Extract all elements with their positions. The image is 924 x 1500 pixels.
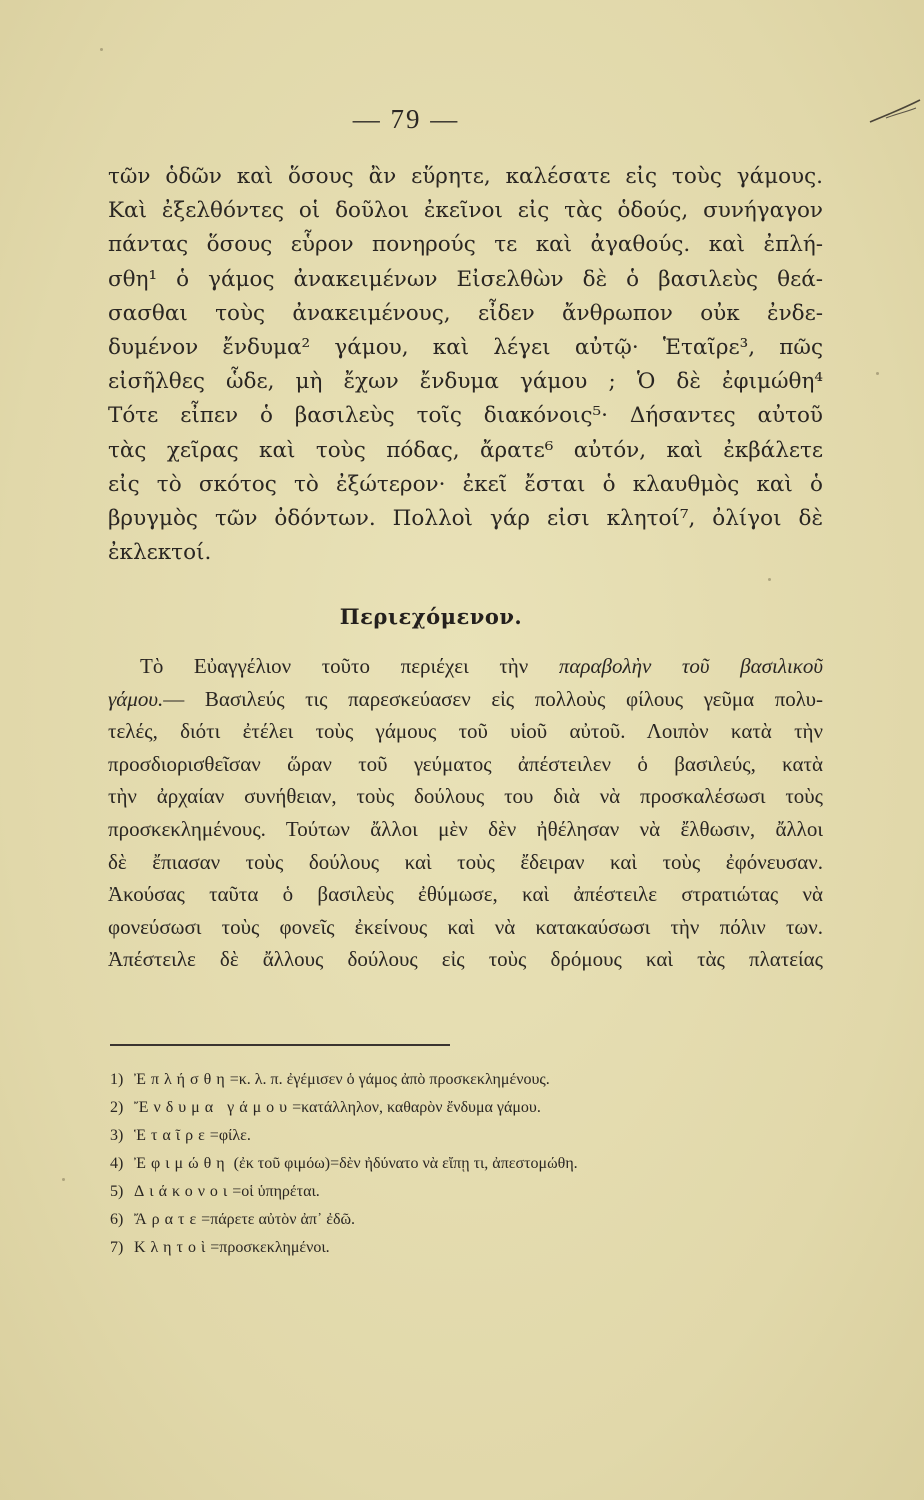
footnote-term: Ἄρατε — [134, 1211, 202, 1228]
summary-intro-italic: παραβολὴν τοῦ βασιλικοῦ — [558, 654, 823, 678]
summary-line: προσκεκλημένους. Τούτων ἄλλοι μὲν δὲν ἠθέλησαν νὰ ἔλθωσιν, ἄλλοι — [108, 816, 823, 841]
section-heading: Περιεχόμενον. — [339, 604, 523, 629]
summary-line: δὲ ἔπιασαν τοὺς δούλους καὶ τοὺς ἔδειραν καὶ τοὺς ἐφόνευσαν. — [108, 849, 823, 874]
summary-line: προσδιορισθεῖσαν ὥραν τοῦ γεύματος ἀπέστειλεν ὁ βασιλεύς, κατὰ — [108, 751, 823, 776]
main-line: τὰς χεῖρας καὶ τοὺς πόδας, ἄρατε⁶ αὐτόν, καὶ ἐκβάλετε — [108, 437, 823, 463]
footnote-term: Διάκονοι — [134, 1183, 233, 1200]
paper-speck — [62, 1178, 65, 1181]
paper-speck — [100, 48, 103, 51]
main-line: ἐκλεκτοί. — [108, 540, 212, 566]
summary-line: τὴν ἀρχαίαν συνήθειαν, τοὺς δούλους του διὰ νὰ προσκαλέσωσι τοὺς — [108, 784, 823, 809]
paper-speck — [876, 372, 879, 375]
main-line: εἰσῆλθες ὧδε, μὴ ἔχων ἔνδυμα γάμου ; Ὁ δὲ ἐφιμώθη⁴ — [108, 369, 823, 395]
summary-second-italic: γάμου. — [108, 686, 164, 711]
footnote — [110, 1122, 830, 1150]
footnote — [110, 1094, 830, 1122]
footnote-text: =οἱ ὑπηρέται. — [232, 1183, 320, 1200]
footnote — [110, 1178, 830, 1206]
footnote — [110, 1206, 830, 1234]
footnote-text: (ἐκ τοῦ φιμόω)=δὲν ἠδύνατο νὰ εἴπῃ τι, ἀπεστομώθη. — [229, 1155, 578, 1172]
summary-line — [108, 683, 823, 716]
footnote-number: 7) — [110, 1239, 124, 1256]
footnote-number: 1) — [110, 1071, 124, 1088]
paper-speck — [768, 578, 771, 581]
footnote-text: =κ. λ. π. ἐγέμισεν ὁ γάμος ἀπὸ προσκεκλημένους. — [229, 1071, 550, 1088]
summary-line: Ἀκούσας ταῦτα ὁ βασιλεὺς ἐθύμωσε, καὶ ἀπέστειλε στρατιώτας νὰ — [108, 882, 823, 907]
footnote-divider — [110, 1044, 450, 1046]
pencil-mark — [866, 96, 922, 128]
main-line: πάντας ὅσους εὗρον πονηρούς τε καὶ ἀγαθούς. καὶ ἐπλή- — [108, 232, 823, 258]
footnote-term: Κλητοὶ — [134, 1239, 211, 1256]
summary-text — [108, 650, 823, 976]
summary-line: τελές, διότι ἐτέλει τοὺς γάμους τοῦ υἱοῦ αὐτοῦ. Λοιπὸν κατὰ τὴν — [108, 719, 823, 744]
summary-line: φονεύσωσι τοὺς φονεῖς ἐκείνους καὶ νὰ κατακαύσωσι τὴν πόλιν των. — [108, 914, 823, 939]
footnote-number: 4) — [110, 1155, 124, 1172]
summary-line — [108, 650, 823, 683]
summary-intro: Τὸ Εὐαγγέλιον τοῦτο περιέχει τὴν — [140, 654, 559, 678]
main-line: Καὶ ἐξελθόντες οἱ δοῦλοι ἐκεῖνοι εἰς τὰς ὁδούς, συνήγαγον — [108, 198, 823, 224]
footnote-text: =κατάλληλον, καθαρὸν ἔνδυμα γάμου. — [292, 1099, 541, 1116]
footnote-text: =πάρετε αὐτὸν ἀπ᾽ ἐδῶ. — [201, 1211, 356, 1228]
footnote-term: Ἑταῖρε — [134, 1127, 210, 1144]
main-line: σασθαι τοὺς ἀνακειμένους, εἶδεν ἄνθρωπον οὐκ ἐνδε- — [108, 300, 823, 326]
summary-line: Ἀπέστειλε δὲ ἄλλους δούλους εἰς τοὺς δρόμους καὶ τὰς πλατείας — [108, 947, 823, 972]
footnote — [110, 1066, 830, 1094]
footnote-number: 6) — [110, 1211, 124, 1228]
main-line: εἰς τὸ σκότος τὸ ἐξώτερον· ἐκεῖ ἔσται ὁ κλαυθμὸς καὶ ὁ — [108, 471, 823, 497]
footnote-term: Ἐφιμώθη — [134, 1155, 230, 1172]
page-number: — 79 — — [352, 104, 460, 134]
main-line: τῶν ὁδῶν καὶ ὅσους ἂν εὕρητε, καλέσατε εἰς τοὺς γάμους. — [108, 164, 823, 189]
main-text — [108, 160, 823, 570]
footnote-text: =φίλε. — [209, 1127, 251, 1144]
main-line: δυμένον ἔνδυμα² γάμου, καὶ λέγει αὐτῷ· Ἑταῖρε³, πῶς — [108, 335, 823, 361]
summary-second-rest: — Βασιλεύς τις παρεσκεύασεν εἰς πολλοὺς φίλους γεῦμα πολυ- — [163, 686, 823, 711]
footnote-number: 2) — [110, 1099, 124, 1116]
footnotes — [110, 1066, 830, 1262]
footnote — [110, 1234, 830, 1262]
main-line: σθη¹ ὁ γάμος ἀνακειμένων Εἰσελθὼν δὲ ὁ βασιλεὺς θεά- — [108, 266, 823, 292]
footnote-term: Ἔνδυμα γάμου — [134, 1099, 293, 1116]
main-line: Τότε εἶπεν ὁ βασιλεὺς τοῖς διακόνοις⁵· Δήσαντες αὐτοῦ — [108, 403, 823, 429]
footnote-term: Ἐπλήσθη — [134, 1071, 230, 1088]
main-line: βρυγμὸς τῶν ὀδόντων. Πολλοὶ γάρ εἰσι κλητοί⁷, ὀλίγοι δὲ — [108, 506, 823, 532]
footnote-text: =προσκεκλημένοι. — [210, 1239, 330, 1256]
footnote-number: 3) — [110, 1127, 124, 1144]
footnote — [110, 1150, 830, 1178]
footnote-number: 5) — [110, 1183, 124, 1200]
